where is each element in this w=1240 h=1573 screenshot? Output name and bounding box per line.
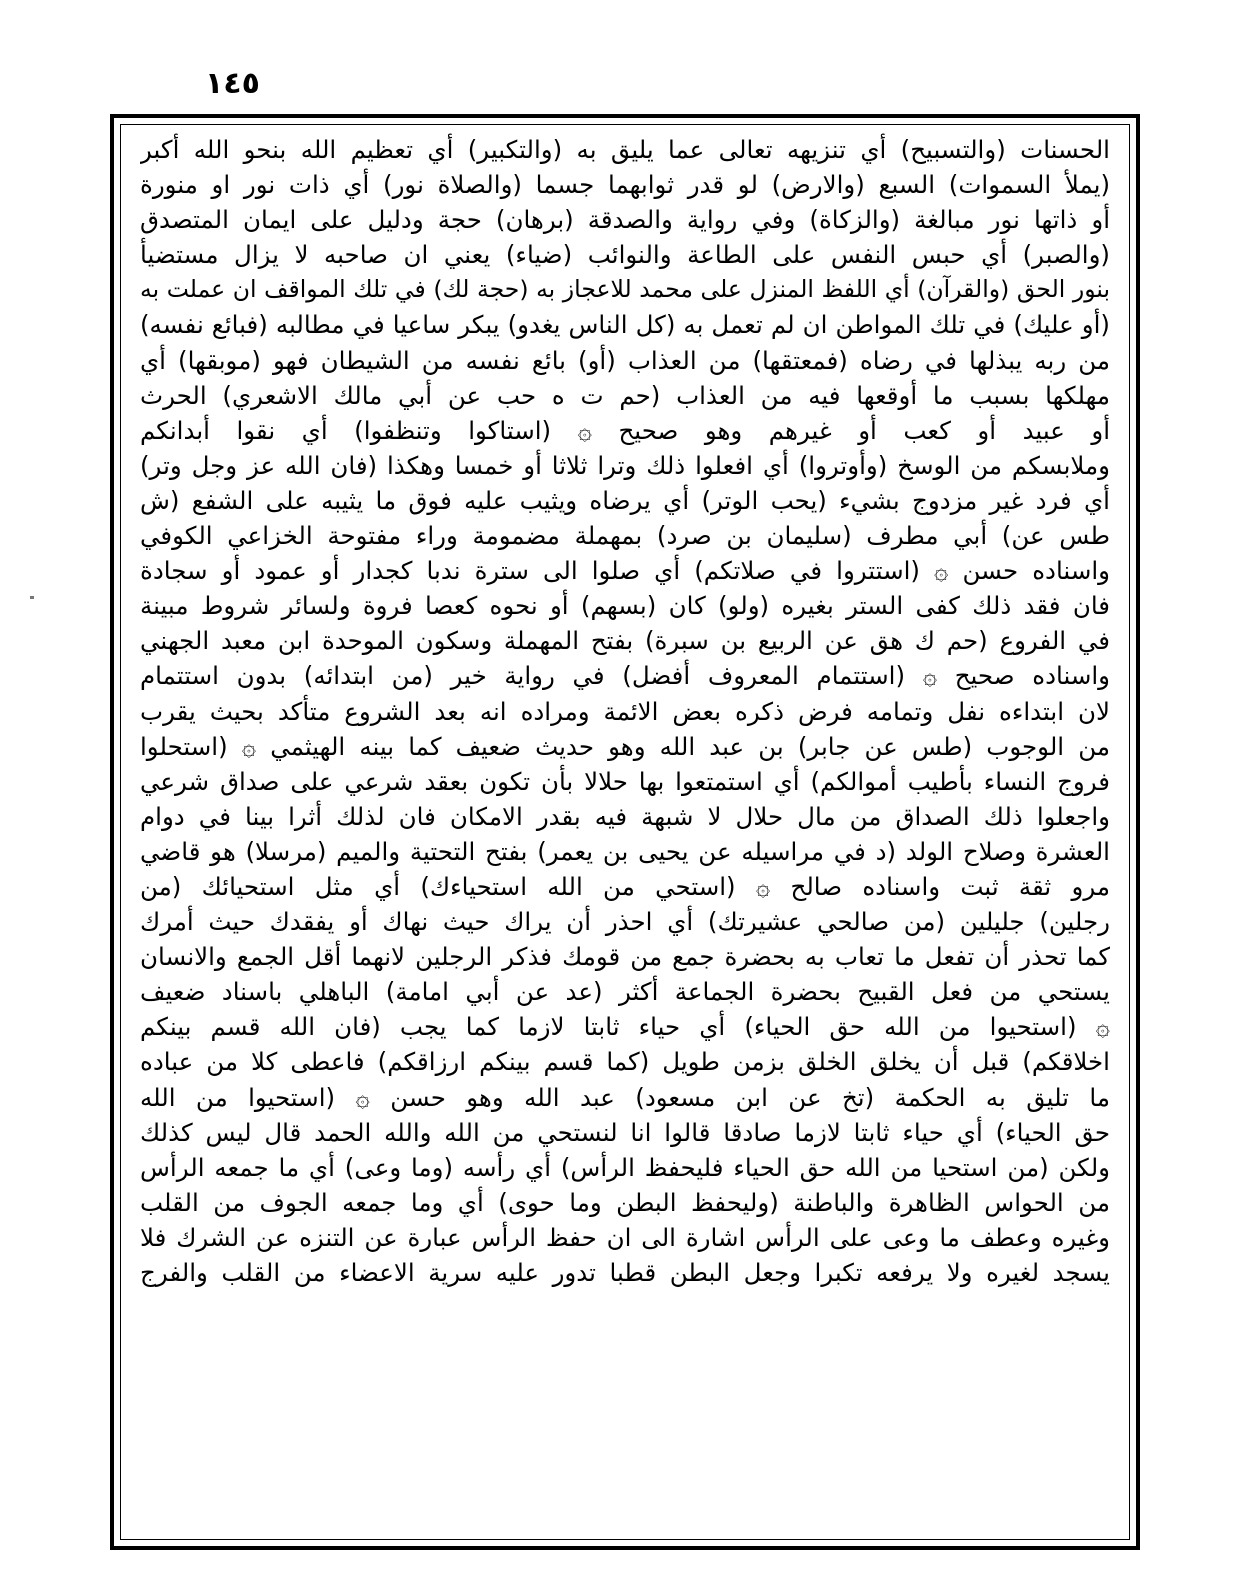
text-line: بنور الحق (والقرآن) أي اللفظ المنزل على محمد للاعجاز به (حجة لك) في تلك المواقف ان عملت به <box>140 275 1110 304</box>
text-line: من الوجوب (طس عن جابر) بن عبد الله وهو حديث ضعيف كما بينه الهيثمي ۞ (استحلوا <box>140 731 1110 761</box>
text-line: كما تحذر أن تفعل ما تعاب به بحضرة جمع من قومك فذكر الرجلين لانهما أقل الجمع والانسان <box>140 942 1110 972</box>
text-line: فروج النساء بأطيب أموالكم) أي استمتعوا بها حلالا بأن تكون بعقد شرعي على صداق شرعي <box>140 766 1110 796</box>
text-line: أي فرد غير مزدوج بشيء (يحب الوتر) أي يرضاه ويثيب عليه فوق ما يثيبه على الشفع (ش <box>140 485 1110 515</box>
text-line: اخلاقكم) قبل أن يخلق الخلق بزمن طويل (كما قسم بينكم ارزاقكم) فاعطى كلا من عباده <box>140 1047 1110 1077</box>
text-line: في الفروع (حم ك هق عن الربيع بن سبرة) بفتح المهملة وسكون الموحدة ابن معبد الجهني <box>140 626 1110 656</box>
text-line: ولكن (من استحيا من الله حق الحياء فليحفظ الرأس) أي رأسه (وما وعى) أي ما جمعه الرأس <box>140 1152 1110 1182</box>
text-line: ما تليق به الحكمة (تخ عن ابن مسعود) عبد الله وهو حسن ۞ (استحيوا من الله <box>140 1082 1110 1112</box>
text-line: من ربه يبذلها في رضاه (فمعتقها) من العذاب (أو) بائع نفسه من الشيطان فهو (موبقها) أي <box>140 345 1110 375</box>
text-line: طس عن) أبي مطرف (سليمان بن صرد) بمهملة مضمومة وراء مفتوحة الخزاعي الكوفي <box>140 521 1110 551</box>
text-line: واسناده حسن ۞ (استتروا في صلاتكم) أي صلوا الى سترة ندبا كجدار أو عمود أو سجادة <box>140 556 1110 586</box>
text-line: (يملأ السموات) السبع (والارض) لو قدر ثوابهما جسما (والصلاة نور) أي ذات نور او منورة <box>140 170 1110 200</box>
text-line: يستحي من فعل القبيح بحضرة الجماعة أكثر (عد عن أبي امامة) الباهلي باسناد ضعيف <box>140 977 1110 1007</box>
text-line: رجلين) جليلين (من صالحي عشيرتك) أي احذر أن يراك حيث نهاك أو يفقدك حيث أمرك <box>140 907 1110 937</box>
text-line: فان فقد ذلك كفى الستر بغيره (ولو) كان (بسهم) أو نحوه كعصا فروة ولسائر شروط مبينة <box>140 591 1110 621</box>
scan-speck <box>30 596 34 599</box>
text-line: ۞ (استحيوا من الله حق الحياء) أي حياء ثابتا لازما كما يجب (فان الله قسم بينكم <box>140 1012 1110 1042</box>
text-line: من الحواس الظاهرة والباطنة (وليحفظ البطن وما حوى) أي وما جمعه الجوف من القلب <box>140 1187 1110 1217</box>
text-line: حق الحياء) أي حياء ثابتا لازما صادقا قالوا انا لنستحي من الله والله الحمد قال ليس كذلك <box>140 1117 1110 1147</box>
text-line: واسناده صحيح ۞ (استتمام المعروف أفضل) في رواية خير (من ابتدائه) بدون استتمام <box>140 661 1110 691</box>
text-line: (أو عليك) في تلك المواطن ان لم تعمل به (كل الناس يغدو) يبكر ساعيا في مطالبه (فبائع نفسه) <box>140 310 1110 340</box>
text-line: أو عبيد أو كعب أو غيرهم وهو صحيح ۞ (استاكوا وتنظفوا) أي نقوا أبدانكم <box>140 415 1110 445</box>
text-line: مرو ثقة ثبت واسناده صالح ۞ (استحي من الله استحياءك) أي مثل استحيائك (من <box>140 871 1110 901</box>
page-number: ١٤٥ <box>205 66 260 101</box>
text-line: الحسنات (والتسبيح) أي تنزيهه تعالى عما يليق به (والتكبير) أي تعظيم الله بنحو الله أكبر <box>140 135 1110 164</box>
text-line: واجعلوا ذلك الصداق من مال حلال لا شبهة فيه بقدر الامكان فان لذلك أثرا بينا في دوام <box>140 801 1110 831</box>
text-line: مهلكها بسبب ما أوقعها فيه من العذاب (حم ت ه حب عن أبي مالك الاشعري) الحرث <box>140 380 1110 410</box>
text-line: لان ابتداءه نفل وتمامه فرض ذكره بعض الائمة ومراده انه بعد الشروع متأكد بحيث يقرب <box>140 696 1110 726</box>
text-line: وملابسكم من الوسخ (وأوتروا) أي افعلوا ذلك وترا ثلاثا أو خمسا وهكذا (فان الله عز وجل وتر) <box>140 450 1110 480</box>
text-line: وغيره وعطف ما وعى على الرأس اشارة الى ان حفظ الرأس عبارة عن التنزه عن الشرك فلا <box>140 1222 1110 1252</box>
body-text <box>140 132 1110 1536</box>
text-line: يسجد لغيره ولا يرفعه تكبرا وجعل البطن قطبا تدور عليه سرية الاعضاء من القلب والفرج <box>140 1258 1110 1287</box>
text-line: أو ذاتها نور مبالغة (والزكاة) وفي رواية والصدقة (برهان) حجة ودليل على ايمان المتصدق <box>140 205 1110 235</box>
text-line: العشرة وصلاح الولد (د في مراسيله عن يحيى بن يعمر) بفتح التحتية والميم (مرسلا) هو قاضي <box>140 836 1110 866</box>
text-line: (والصبر) أي حبس النفس على الطاعة والنوائب (ضياء) يعني ان صاحبه لا يزال مستضيأ <box>140 240 1110 270</box>
